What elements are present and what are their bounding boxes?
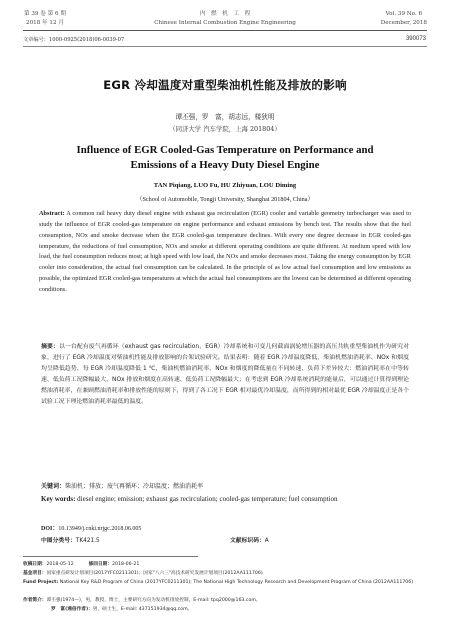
keywords-en-text: diesel engine; emission; exhaust gas recirculation; cooled-gas temperature; fuel consumption bbox=[77, 495, 338, 503]
document-code-value: A bbox=[264, 538, 269, 544]
footnote-rule bbox=[23, 556, 198, 557]
journal-name-cn: 内 燃 机 工 程 bbox=[199, 11, 251, 17]
author-bio-label: 作者简介： bbox=[23, 598, 47, 603]
document-code bbox=[230, 535, 269, 544]
fund-cn-text: 国家重点研发计划项目(2017YFC0211301)；国家"八六三"高技术研究发展计划项目(2012AA111706) bbox=[46, 571, 263, 576]
title-en: Influence of EGR Cooled-Gas Temperature on Performance and Emissions of a Heavy Duty Diesel Engine bbox=[76, 144, 374, 171]
publication-date-cn: 2018 年 12 月 bbox=[26, 19, 64, 26]
doi-value: 10.13949/j.cnki.nrjgc.2018.06.005 bbox=[58, 526, 142, 532]
volume-number-en: Vol. 39 No. 6 bbox=[385, 11, 423, 17]
keywords-en-label: Key words: bbox=[41, 495, 76, 503]
clc-label: 中图分类号： bbox=[41, 538, 76, 544]
doi-label: DOI： bbox=[41, 526, 59, 532]
keywords-cn-label: 关键词： bbox=[41, 483, 66, 490]
received-label: 收稿日期： bbox=[23, 562, 47, 567]
footnote-corresponding bbox=[23, 606, 450, 613]
fund-cn-label: 基金项目： bbox=[23, 571, 47, 576]
article-code: 390073 bbox=[405, 36, 426, 42]
volume-issue: 第 39 卷 第 6 期 bbox=[24, 11, 66, 17]
affiliation-en: （School of Automobile, Tongji University, Shanghai 201804, China） bbox=[136, 196, 314, 203]
document-code-label: 文献标识码： bbox=[230, 538, 265, 544]
affiliation-cn: （同济大学 汽车学院，上海 201804） bbox=[169, 125, 281, 133]
doi bbox=[41, 523, 141, 532]
keywords-cn bbox=[41, 481, 409, 490]
article-number-rule bbox=[23, 46, 427, 47]
running-header-right bbox=[381, 10, 427, 27]
abstract-en-text: A common rail heavy duty diesel engine with exhaust gas recirculation (EGR) cooler and variable geometry turbocharger was used to study the influence of EGR cooled-gas temperature on engine performance and exhaust emissions by bench test. The results show that the fuel consumption, NOx and smoke decrease when the EGR cooled-gas temperature declines. With every one degree decrease in EGR cooled-gas temperature, the reductions of fuel consumption, NOx and smoke at different operating conditions are quite different. At medium speed with low load, the fuel consumption reduces most; at high speed with low load, the NOx and smoke decreases most. Taking the energy consumption by EGR cooler into consideration, the actual fuel consumption can be calculated. In the principle of as low actual fuel consumption and low emissions as possible, the optimized EGR cooled-gas temperatures at which the actual fuel consumptions are the lowest can be determined at different operating conditions. bbox=[39, 210, 411, 293]
abstract-en bbox=[39, 209, 411, 296]
keywords-en bbox=[41, 493, 409, 505]
clc-value: TK421.5 bbox=[75, 538, 100, 544]
corresponding-text: 男，硕士生，E-mail: 437151934@qq.com。 bbox=[92, 607, 193, 612]
title-cn: EGR 冷却温度对重型柴油机性能及排放的影响 bbox=[103, 78, 347, 92]
publication-date-en: December, 2018 bbox=[380, 19, 427, 26]
footnote-author bbox=[23, 597, 427, 604]
footnote-fund-cn bbox=[23, 570, 427, 577]
abstract-en-label: Abstract: bbox=[39, 210, 65, 217]
fund-en-text: National Key R&D Program of China (2017YFC0211301); The National High Technology Research and Development Program of China (2012AA111706) bbox=[59, 580, 414, 585]
footnote-fund-en bbox=[23, 579, 427, 586]
author-bio-text: 谭丕强(1974—)，男，教授，博士，主要研究方向为发动机排放控制，E-mail: tpq2000@163.com。 bbox=[46, 598, 261, 603]
footnote-dates bbox=[23, 561, 427, 568]
abstract-cn bbox=[41, 342, 409, 409]
authors-cn: 谭丕强，罗 富，胡志远，楼狄明 bbox=[175, 113, 275, 121]
journal-name-en: Chinese Internal Combustion Engine Engineering bbox=[154, 19, 296, 26]
keywords-cn-text: 柴油机；排放；废气再循环；冷却温度；燃油消耗率 bbox=[65, 483, 204, 490]
article-number: 文章编号：1000-0925(2018)06-0039-07 bbox=[23, 37, 125, 43]
clc-number bbox=[41, 535, 100, 544]
authors-en: TAN Piqiang, LUO Fu, HU Zhiyuan, LOU Diming bbox=[153, 182, 297, 189]
received-date: 2018-05-12 bbox=[46, 562, 74, 567]
abstract-cn-label: 摘要： bbox=[41, 344, 59, 350]
fund-en-label: Fund Project: bbox=[23, 580, 59, 585]
corresponding-label: 罗 富(通信作者)： bbox=[51, 607, 93, 612]
abstract-cn-text: 以一台配有废气再循环（exhaust gas recirculation，EGR）冷却系统和可变几何截面涡轮增压器的高压共轨重型柴油机作为研究对象，进行了 EGR 冷却温度对柴油机性能及排放影响的台架试验研究。结果表明：随着 EGR 冷却温度降低，柴油机燃油消耗率、NOx 和烟度均呈降低趋势，每 EGR 冷却温度降低 1 ℃，柴油机燃油消耗率、NOx 和烟度的降低量在不同转速、负荷下差异较大：燃油消耗率在中等转速、低负荷工况降幅最大，NOx 排放和烟度在高转速、低负荷工况降幅最大；在考虑到 EGR 冷却系统消耗的能量后，可以通过计算得到理论燃油消耗率，在兼顾燃油消耗率和排放性能的原则下，得到了各工况下 EGR 相对最优冷却温度，而所得到的相对最优 EGR 冷却温度正是各个试验工况下理论燃油消耗率最低的温度。 bbox=[41, 344, 410, 406]
header-rule bbox=[23, 30, 427, 31]
revised-date: 2018-06-21 bbox=[112, 562, 140, 567]
revised-label: 修回日期： bbox=[88, 562, 113, 567]
